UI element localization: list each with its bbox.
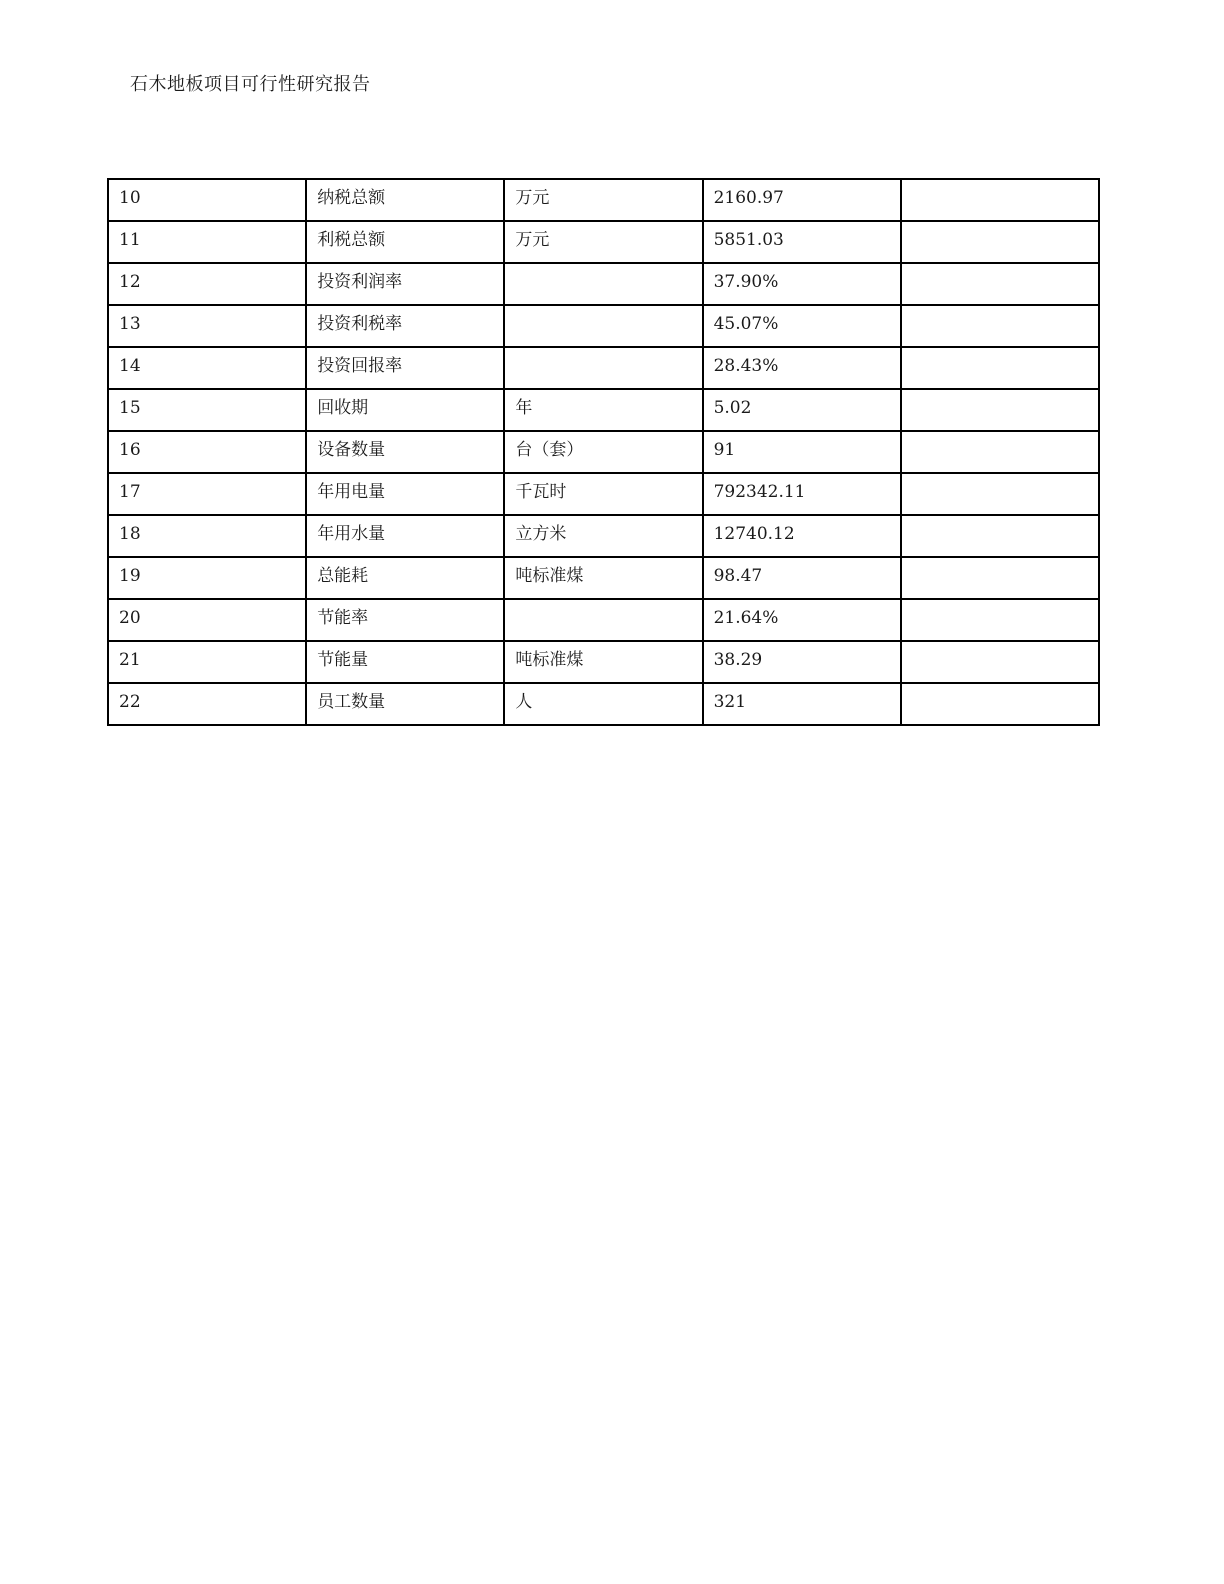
note-cell bbox=[901, 263, 1099, 305]
table-row bbox=[108, 389, 1099, 431]
table-row bbox=[108, 221, 1099, 263]
row-number-cell: 10 bbox=[108, 179, 306, 221]
row-number-cell: 13 bbox=[108, 305, 306, 347]
item-name-cell: 年用电量 bbox=[306, 473, 504, 515]
table-row bbox=[108, 683, 1099, 725]
unit-cell: 台（套） bbox=[504, 431, 702, 473]
item-name-cell: 纳税总额 bbox=[306, 179, 504, 221]
row-number-cell: 21 bbox=[108, 641, 306, 683]
value-cell: 21.64% bbox=[703, 599, 901, 641]
row-number-cell: 19 bbox=[108, 557, 306, 599]
value-cell: 37.90% bbox=[703, 263, 901, 305]
value-cell: 2160.97 bbox=[703, 179, 901, 221]
value-cell: 792342.11 bbox=[703, 473, 901, 515]
item-name-cell: 节能率 bbox=[306, 599, 504, 641]
row-number-cell: 22 bbox=[108, 683, 306, 725]
note-cell bbox=[901, 431, 1099, 473]
unit-cell bbox=[504, 305, 702, 347]
item-name-cell: 员工数量 bbox=[306, 683, 504, 725]
note-cell bbox=[901, 179, 1099, 221]
value-cell: 38.29 bbox=[703, 641, 901, 683]
unit-cell bbox=[504, 599, 702, 641]
unit-cell: 年 bbox=[504, 389, 702, 431]
unit-cell: 人 bbox=[504, 683, 702, 725]
table-row bbox=[108, 641, 1099, 683]
note-cell bbox=[901, 683, 1099, 725]
unit-cell: 千瓦时 bbox=[504, 473, 702, 515]
value-cell: 28.43% bbox=[703, 347, 901, 389]
unit-cell bbox=[504, 347, 702, 389]
item-name-cell: 投资利税率 bbox=[306, 305, 504, 347]
note-cell bbox=[901, 515, 1099, 557]
indicator-table bbox=[107, 178, 1100, 726]
item-name-cell: 总能耗 bbox=[306, 557, 504, 599]
item-name-cell: 节能量 bbox=[306, 641, 504, 683]
indicator-table-body bbox=[108, 179, 1099, 725]
row-number-cell: 14 bbox=[108, 347, 306, 389]
table-row bbox=[108, 599, 1099, 641]
table-row bbox=[108, 431, 1099, 473]
document-header-title: 石木地板项目可行性研究报告 bbox=[130, 74, 371, 95]
item-name-cell: 利税总额 bbox=[306, 221, 504, 263]
row-number-cell: 15 bbox=[108, 389, 306, 431]
item-name-cell: 年用水量 bbox=[306, 515, 504, 557]
table-row bbox=[108, 473, 1099, 515]
value-cell: 321 bbox=[703, 683, 901, 725]
unit-cell bbox=[504, 263, 702, 305]
note-cell bbox=[901, 641, 1099, 683]
note-cell bbox=[901, 599, 1099, 641]
value-cell: 5851.03 bbox=[703, 221, 901, 263]
value-cell: 12740.12 bbox=[703, 515, 901, 557]
item-name-cell: 设备数量 bbox=[306, 431, 504, 473]
note-cell bbox=[901, 305, 1099, 347]
value-cell: 98.47 bbox=[703, 557, 901, 599]
table-row bbox=[108, 179, 1099, 221]
value-cell: 5.02 bbox=[703, 389, 901, 431]
value-cell: 91 bbox=[703, 431, 901, 473]
note-cell bbox=[901, 347, 1099, 389]
table-row bbox=[108, 305, 1099, 347]
unit-cell: 吨标准煤 bbox=[504, 641, 702, 683]
unit-cell: 万元 bbox=[504, 179, 702, 221]
note-cell bbox=[901, 557, 1099, 599]
row-number-cell: 16 bbox=[108, 431, 306, 473]
unit-cell: 立方米 bbox=[504, 515, 702, 557]
value-cell: 45.07% bbox=[703, 305, 901, 347]
item-name-cell: 回收期 bbox=[306, 389, 504, 431]
row-number-cell: 17 bbox=[108, 473, 306, 515]
table-row bbox=[108, 557, 1099, 599]
row-number-cell: 12 bbox=[108, 263, 306, 305]
item-name-cell: 投资回报率 bbox=[306, 347, 504, 389]
note-cell bbox=[901, 221, 1099, 263]
row-number-cell: 11 bbox=[108, 221, 306, 263]
table-row bbox=[108, 263, 1099, 305]
unit-cell: 吨标准煤 bbox=[504, 557, 702, 599]
table-row bbox=[108, 347, 1099, 389]
table-row bbox=[108, 515, 1099, 557]
row-number-cell: 18 bbox=[108, 515, 306, 557]
row-number-cell: 20 bbox=[108, 599, 306, 641]
note-cell bbox=[901, 389, 1099, 431]
item-name-cell: 投资利润率 bbox=[306, 263, 504, 305]
note-cell bbox=[901, 473, 1099, 515]
unit-cell: 万元 bbox=[504, 221, 702, 263]
